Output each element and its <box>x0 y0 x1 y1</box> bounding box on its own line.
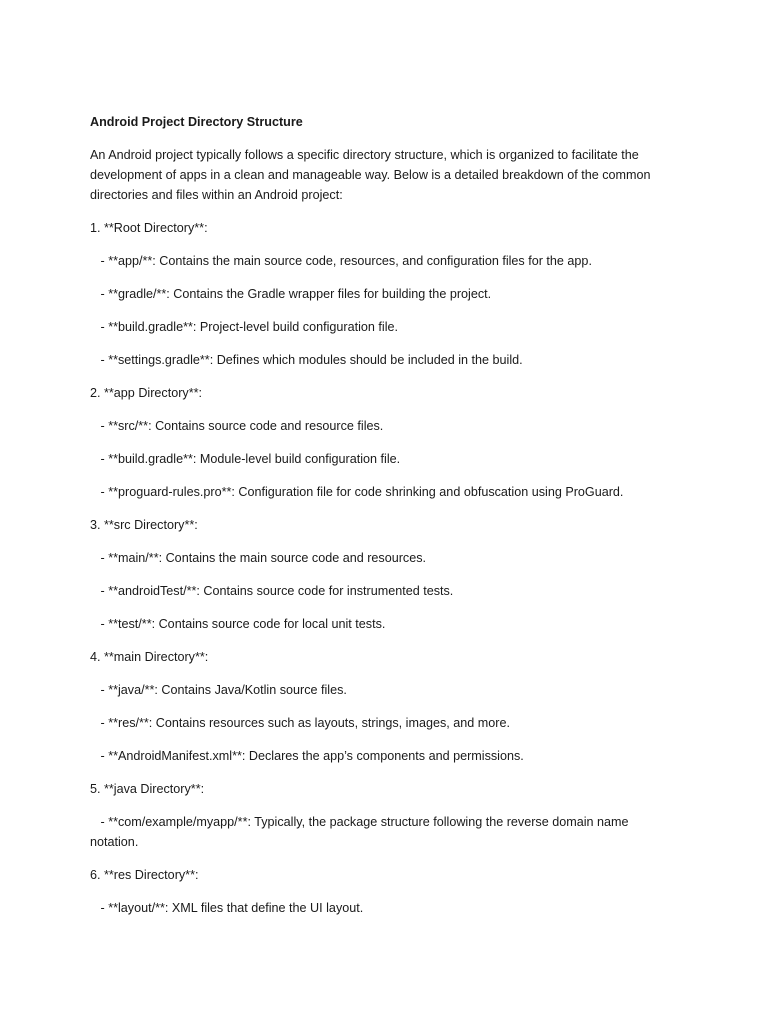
document-page <box>90 112 670 931</box>
list-item: - **main/**: Contains the main source code and resources. <box>90 551 427 565</box>
section-app-directory <box>90 383 670 502</box>
list-item: - **com/example/myapp/**: Typically, the package structure following the reverse domain name notation. <box>90 815 633 849</box>
list-item: - **layout/**: XML files that define the UI layout. <box>90 901 364 915</box>
section-main-directory <box>90 647 670 766</box>
list-item: - **gradle/**: Contains the Gradle wrapper files for building the project. <box>90 287 492 301</box>
list-item: - **app/**: Contains the main source code, resources, and configuration files for the app. <box>90 254 592 268</box>
section-heading: 5. **java Directory**: <box>90 782 205 796</box>
list-item: - **build.gradle**: Module-level build configuration file. <box>90 452 401 466</box>
section-heading: 3. **src Directory**: <box>90 518 198 532</box>
section-res-directory <box>90 865 670 918</box>
section-root-directory <box>90 218 670 370</box>
document-title: Android Project Directory Structure <box>90 115 303 129</box>
list-item: - **settings.gradle**: Defines which modules should be included in the build. <box>90 353 523 367</box>
list-item: - **java/**: Contains Java/Kotlin source files. <box>90 683 347 697</box>
section-heading: 1. **Root Directory**: <box>90 221 208 235</box>
list-item: - **res/**: Contains resources such as layouts, strings, images, and more. <box>90 716 510 730</box>
intro-paragraph: An Android project typically follows a specific directory structure, which is organized to facilitate the development of apps in a clean and manageable way. Below is a detailed breakdown of the common directories and files within an Android project: <box>90 148 651 202</box>
section-heading: 4. **main Directory**: <box>90 650 209 664</box>
list-item: - **proguard-rules.pro**: Configuration file for code shrinking and obfuscation using ProGuard. <box>90 485 624 499</box>
section-java-directory <box>90 779 670 852</box>
list-item: - **test/**: Contains source code for local unit tests. <box>90 617 386 631</box>
list-item: - **AndroidManifest.xml**: Declares the app’s components and permissions. <box>90 749 524 763</box>
section-heading: 2. **app Directory**: <box>90 386 202 400</box>
list-item: - **androidTest/**: Contains source code for instrumented tests. <box>90 584 454 598</box>
list-item: - **build.gradle**: Project-level build configuration file. <box>90 320 399 334</box>
section-heading: 6. **res Directory**: <box>90 868 199 882</box>
section-src-directory <box>90 515 670 634</box>
list-item: - **src/**: Contains source code and resource files. <box>90 419 384 433</box>
